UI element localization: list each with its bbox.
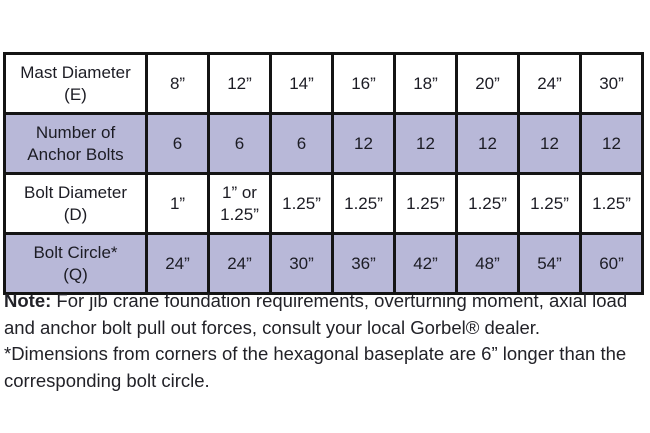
table-cell: 12 xyxy=(457,114,519,174)
row-header-line2: Anchor Bolts xyxy=(27,144,124,164)
table-row-anchor-bolts xyxy=(5,114,643,174)
row-header-mast-diameter xyxy=(5,54,147,114)
table-cell: 12 xyxy=(333,114,395,174)
table-cell: 54” xyxy=(519,234,581,294)
table-cell: 24” xyxy=(209,234,271,294)
table-cell: 1.25” xyxy=(271,174,333,234)
row-header-line2: (D) xyxy=(63,204,88,224)
table-cell: 18” xyxy=(395,54,457,114)
row-header-line2: (E) xyxy=(64,84,87,104)
table-cell: 6 xyxy=(147,114,209,174)
table-cell: 12 xyxy=(519,114,581,174)
table-cell: 24” xyxy=(519,54,581,114)
table-cell: 6 xyxy=(209,114,271,174)
table-cell: 30” xyxy=(581,54,643,114)
spec-table xyxy=(3,52,644,295)
table-cell: 24” xyxy=(147,234,209,294)
table-cell: 1.25” xyxy=(333,174,395,234)
table-cell: 12 xyxy=(395,114,457,174)
table-cell: 1.25” xyxy=(519,174,581,234)
table-cell: 1.25” xyxy=(395,174,457,234)
table-cell: 16” xyxy=(333,54,395,114)
table-cell: 36” xyxy=(333,234,395,294)
table-cell: 12 xyxy=(581,114,643,174)
table-cell: 1.25” xyxy=(457,174,519,234)
table-cell: 14” xyxy=(271,54,333,114)
row-header-line1: Bolt Circle* xyxy=(33,243,118,263)
table-row-mast-diameter xyxy=(5,54,643,114)
note-paragraph xyxy=(4,288,646,341)
row-header-bolt-diameter xyxy=(5,174,147,234)
footnote-paragraph: *Dimensions from corners of the hexagonal baseplate are 6” longer than the corresponding bolt circle. xyxy=(4,343,627,391)
row-header-line1: Mast Diameter xyxy=(20,63,131,83)
table-cell: 6 xyxy=(271,114,333,174)
table-row-bolt-diameter xyxy=(5,174,643,234)
table-cell: 42” xyxy=(395,234,457,294)
table-cell: 48” xyxy=(457,234,519,294)
table-cell: 20” xyxy=(457,54,519,114)
notes-section xyxy=(4,288,646,394)
table-cell: 1.25” xyxy=(581,174,643,234)
table-cell: 1” xyxy=(147,174,209,234)
table-cell: 60” xyxy=(581,234,643,294)
row-header-bolt-circle xyxy=(5,234,147,294)
row-header-line1: Bolt Diameter xyxy=(24,183,127,203)
note-text: For jib crane foundation requirements, overturning moment, axial load and anchor bolt pull out forces, consult your local Gorbel® dealer. xyxy=(4,290,628,338)
note-label: Note: xyxy=(4,290,52,311)
table-cell: 30” xyxy=(271,234,333,294)
row-header-line2: (Q) xyxy=(63,264,88,284)
row-header-line1: Number of xyxy=(35,123,116,143)
table-cell: 8” xyxy=(147,54,209,114)
table-cell: 1” or 1.25” xyxy=(209,174,271,234)
row-header-anchor-bolts xyxy=(5,114,147,174)
table-cell: 12” xyxy=(209,54,271,114)
table-row-bolt-circle xyxy=(5,234,643,294)
